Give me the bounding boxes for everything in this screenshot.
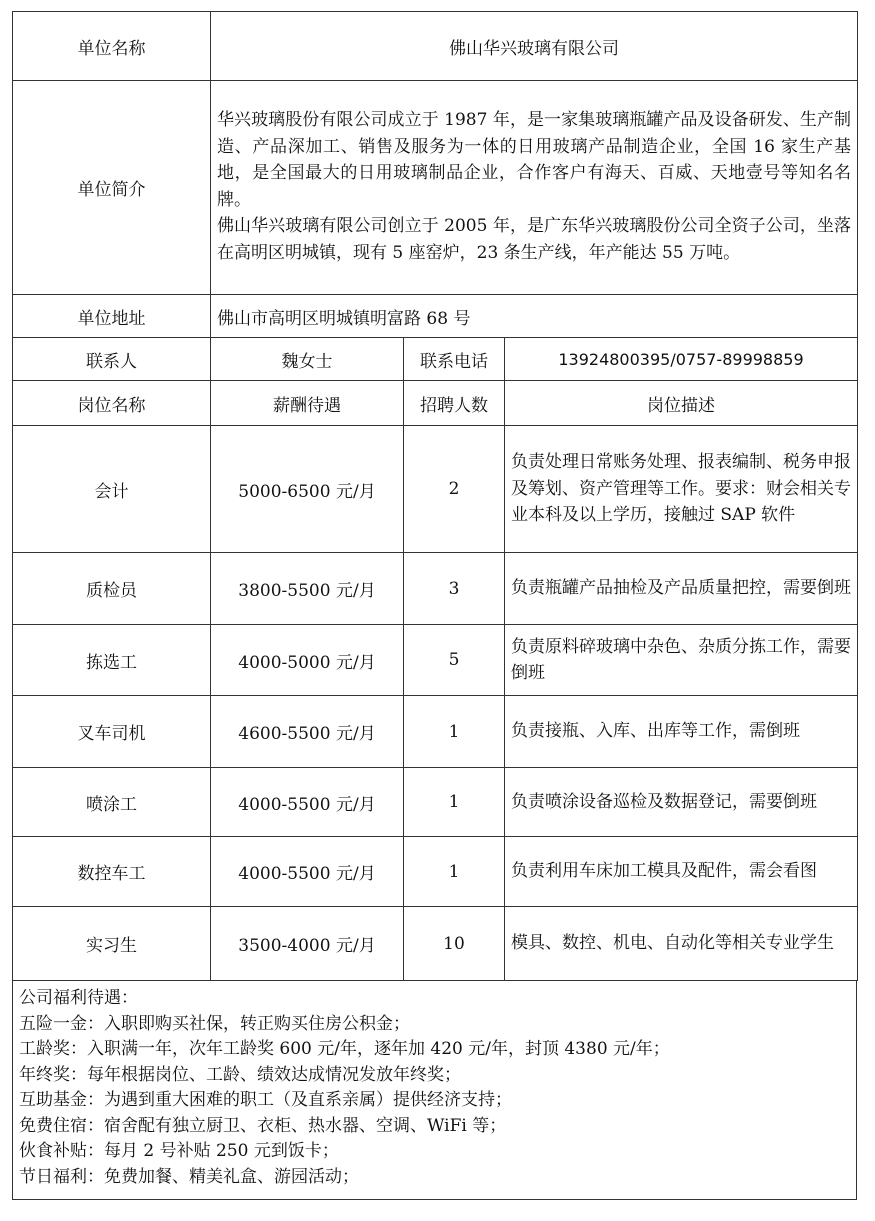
job-count: 1 (404, 768, 505, 837)
header-count: 招聘人数 (404, 381, 505, 426)
benefits-section (12, 981, 857, 1200)
job-salary: 4600-5500 元/月 (211, 696, 404, 768)
job-title: 质检员 (13, 553, 211, 625)
company-name: 佛山华兴玻璃有限公司 (211, 12, 858, 81)
job-row (13, 625, 858, 696)
benefit-item: 年终奖：每年根据岗位、工龄、绩效达成情况发放年终奖； (19, 1064, 461, 1085)
job-title: 叉车司机 (13, 696, 211, 768)
job-salary: 4000-5000 元/月 (211, 625, 404, 696)
benefit-item: 伙食补贴：每月 2 号补贴 250 元到饭卡； (19, 1141, 339, 1161)
company-intro-paragraph-2: 佛山华兴玻璃有限公司创立于 2005 年，是广东华兴玻璃股份公司全资子公司，坐落在高明区明城镇，现有 5 座窑炉，23 条生产线，年产能达 55 万吨。 (217, 216, 851, 263)
job-row (13, 768, 858, 837)
job-title: 实习生 (13, 907, 211, 981)
header-job-title: 岗位名称 (13, 381, 211, 426)
job-description: 负责瓶罐产品抽检及产品质量把控，需要倒班 (505, 553, 858, 625)
job-description: 负责原料碎玻璃中杂色、杂质分拣工作，需要倒班 (505, 625, 858, 696)
job-salary: 5000-6500 元/月 (211, 426, 404, 553)
benefit-item: 互助基金：为遇到重大困难的职工（及直系亲属）提供经济支持； (19, 1090, 512, 1110)
company-address-label: 单位地址 (13, 295, 211, 338)
job-salary: 3800-5500 元/月 (211, 553, 404, 625)
contact-row (13, 338, 858, 381)
job-description: 负责喷涂设备巡检及数据登记，需要倒班 (505, 768, 858, 837)
job-row (13, 553, 858, 625)
job-description: 负责处理日常账务处理、报表编制、税务申报及筹划、资产管理等工作。要求：财会相关专业本科及以上学历，接触过 SAP 软件 (505, 426, 858, 553)
job-description: 负责接瓶、入库、出库等工作，需倒班 (505, 696, 858, 768)
job-header-row (13, 381, 858, 426)
company-address: 佛山市高明区明城镇明富路 68 号 (211, 295, 858, 338)
phone-label: 联系电话 (404, 338, 505, 381)
job-count: 1 (404, 696, 505, 768)
benefits-title: 公司福利待遇： (19, 988, 138, 1008)
company-intro-paragraph-1: 华兴玻璃股份有限公司成立于 1987 年，是一家集玻璃瓶罐产品及设备研发、生产制造、产品深加工、销售及服务为一体的日用玻璃产品制造企业，全国 16 家生产基地，是全国最大的日用玻璃制品企业，合作客户有海天、百威、天地壹号等知名名牌。 (217, 110, 851, 210)
benefit-item: 五险一金：入职即购买社保，转正购买住房公积金； (19, 1013, 410, 1034)
company-intro-label: 单位简介 (13, 81, 211, 295)
job-count: 2 (404, 426, 505, 553)
company-address-row (13, 295, 858, 338)
company-name-label: 单位名称 (13, 12, 211, 81)
job-title: 数控车工 (13, 837, 211, 907)
contact-label: 联系人 (13, 338, 211, 381)
company-intro (211, 81, 858, 295)
job-title: 喷涂工 (13, 768, 211, 837)
job-row (13, 696, 858, 768)
job-count: 1 (404, 837, 505, 907)
company-intro-row (13, 81, 858, 295)
phone-number: 13924800395/0757-89998859 (505, 338, 858, 381)
benefit-item: 工龄奖：入职满一年，次年工龄奖 600 元/年，逐年加 420 元/年，封顶 4380 元/年； (19, 1039, 670, 1059)
job-count: 10 (404, 907, 505, 981)
job-count: 5 (404, 625, 505, 696)
benefit-item: 免费住宿：宿舍配有独立厨卫、衣柜、热水器、空调、WiFi 等； (19, 1115, 507, 1136)
recruitment-sheet (12, 11, 857, 1215)
job-salary: 4000-5500 元/月 (211, 837, 404, 907)
job-title: 会计 (13, 426, 211, 553)
job-row (13, 907, 858, 981)
job-description: 模具、数控、机电、自动化等相关专业学生 (505, 907, 858, 981)
job-count: 3 (404, 553, 505, 625)
job-salary: 3500-4000 元/月 (211, 907, 404, 981)
job-description: 负责利用车床加工模具及配件，需会看图 (505, 837, 858, 907)
job-row (13, 426, 858, 553)
header-description: 岗位描述 (505, 381, 858, 426)
info-table (12, 11, 858, 981)
header-salary: 薪酬待遇 (211, 381, 404, 426)
job-salary: 4000-5500 元/月 (211, 768, 404, 837)
contact-name: 魏女士 (211, 338, 404, 381)
job-title: 拣选工 (13, 625, 211, 696)
benefit-item: 节日福利：免费加餐、精美礼盒、游园活动； (19, 1166, 359, 1187)
job-row (13, 837, 858, 907)
company-name-row (13, 12, 858, 81)
